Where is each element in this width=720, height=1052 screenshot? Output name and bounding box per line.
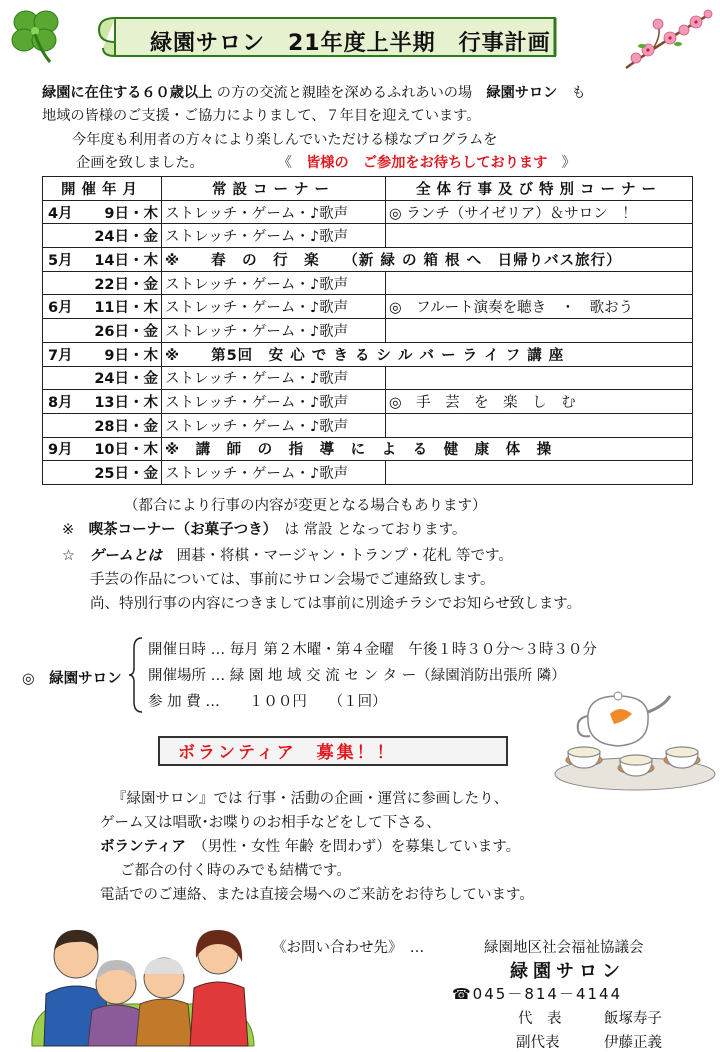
header-regular: 常設コーナー [162, 177, 386, 201]
salon-fee: 参 加 費 … １００円 （１回） [148, 694, 387, 710]
row-special [386, 366, 693, 390]
vice-label: 副代表 [516, 1035, 560, 1051]
row-day: 11日・木 [94, 300, 158, 317]
row-day: 13日・木 [94, 395, 158, 412]
row-day: 10日・木 [94, 442, 158, 459]
row-day: 14日・木 [94, 252, 158, 269]
row-date [43, 295, 162, 319]
contact-phone: ☎045－814－4144 [452, 985, 623, 1003]
table-row [43, 342, 693, 366]
row-month: 6月 [48, 300, 73, 317]
row-day: 24日・金 [94, 371, 158, 388]
contact-org: 緑園地区社会福祉協議会 [484, 940, 644, 956]
cafe-note: ※ 喫茶コーナー（お菓子つき） は 常設 となっております。 [62, 522, 467, 538]
row-special [386, 319, 693, 343]
row-date [43, 200, 162, 224]
table-row [43, 390, 693, 414]
table-row [43, 271, 693, 295]
intro-line-4: 企画を致しました。 《 皆様の ご参加をお待ちしております 》 [76, 155, 576, 171]
row-day: 26日・金 [94, 323, 158, 340]
table-row [43, 200, 693, 224]
row-special [386, 461, 693, 485]
cherry-blossom-icon [622, 6, 714, 72]
volunteer-line-4: ご都合の付く時のみでも結構です。 [120, 863, 351, 879]
intro-line-2: 地域の皆様のご支援・ご協力によりまして、７年目を迎えています。 [42, 108, 481, 124]
row-special: ◎ 手 芸 を 楽 し む [386, 390, 693, 414]
change-note: （都合により行事の内容が変更となる場合もあります） [124, 498, 487, 514]
row-date [43, 319, 162, 343]
row-date [43, 413, 162, 437]
row-special [386, 224, 693, 248]
row-special [386, 271, 693, 295]
salon-datetime: 開催日時 … 毎月 第２木曜・第４金曜 午後１時３０分～３時３０分 [148, 642, 597, 658]
row-regular: ストレッチ・ゲーム・♪歌声 [162, 413, 386, 437]
row-regular: ストレッチ・ゲーム・♪歌声 [162, 319, 386, 343]
row-special-event: ※ 講 師 の 指 導 に よ る 健 康 体 操 [162, 437, 693, 461]
contact-label: 《お問い合わせ先》 … [272, 940, 425, 956]
schedule-table [42, 176, 693, 485]
intro-line-3: 今年度も利用者の方々により楽しんでいただける様なプログラムを [72, 132, 498, 148]
row-regular: ストレッチ・ゲーム・♪歌声 [162, 461, 386, 485]
row-special-event: ※ 春 の 行 楽 （新 緑 の 箱 根 へ 日帰りバス旅行） [162, 248, 693, 272]
row-special-event: ※ 第5回 安 心 で き る シ ル バ ー ラ イ フ 講 座 [162, 342, 693, 366]
row-month: 7月 [48, 347, 73, 364]
table-row [43, 366, 693, 390]
row-date [43, 248, 162, 272]
table-row [43, 461, 693, 485]
row-regular: ストレッチ・ゲーム・♪歌声 [162, 224, 386, 248]
row-day: 24日・金 [94, 229, 158, 246]
vice-name: 伊藤正義 [604, 1035, 662, 1051]
row-regular: ストレッチ・ゲーム・♪歌声 [162, 200, 386, 224]
table-row [43, 248, 693, 272]
row-date [43, 461, 162, 485]
volunteer-line-2: ゲーム又は唱歌･お喋りのお相手などをして下さる、 [100, 815, 441, 831]
table-row [43, 413, 693, 437]
header-special: 全体行事及び特別コーナー [386, 177, 693, 201]
row-special: ◎ ランチ（サイゼリア）＆サロン ！ [386, 200, 693, 224]
row-date [43, 366, 162, 390]
table-row [43, 437, 693, 461]
table-header-row [43, 177, 693, 201]
row-special: ◎ フルート演奏を聴き ・ 歌おう [386, 295, 693, 319]
row-date [43, 437, 162, 461]
row-month: 8月 [48, 395, 73, 412]
contact-name: 緑園サロン [510, 961, 625, 982]
game-note: ☆ ゲームとは 囲碁・将棋・マージャン・トランプ・花札 等です。 [62, 548, 513, 564]
row-regular: ストレッチ・ゲーム・♪歌声 [162, 295, 386, 319]
brace-icon [128, 636, 144, 714]
volunteer-banner-text: ボランティア 募集！！ [178, 743, 397, 763]
tea-set-icon [540, 690, 720, 794]
intro-line-1: 緑園に在住する６０歳以上 の方の交流と親睦を深めるふれあいの場 緑園サロン も [42, 85, 586, 101]
four-leaf-clover-icon [4, 4, 68, 66]
salon-info-label: ◎ 緑園サロン [22, 671, 122, 687]
row-month: 4月 [48, 205, 73, 222]
volunteer-line-3: ボランティア （男性・女性 年齢 を問わず）を募集しています。 [100, 839, 521, 855]
row-date [43, 342, 162, 366]
row-month: 9月 [48, 442, 73, 459]
salon-place: 開催場所 … 緑 園 地 域 交 流 セ ン タ ー（緑園消防出張所 隣） [148, 668, 566, 684]
page-title: 緑園サロン 21年度上半期 行事計画 [150, 31, 551, 56]
volunteer-line-5: 電話でのご連絡、または直接会場へのご来訪をお待ちしています。 [100, 887, 534, 903]
table-row [43, 224, 693, 248]
row-day: 9日・木 [104, 205, 158, 222]
row-day: 28日・金 [94, 418, 158, 435]
row-day: 25日・金 [94, 466, 158, 483]
rep-label: 代 表 [518, 1011, 562, 1027]
header-date: 開催年月 [43, 177, 162, 201]
row-day: 22日・金 [94, 276, 158, 293]
row-month: 5月 [48, 252, 73, 269]
row-regular: ストレッチ・ゲーム・♪歌声 [162, 390, 386, 414]
elderly-people-illustration [22, 918, 262, 1048]
row-date [43, 271, 162, 295]
row-regular: ストレッチ・ゲーム・♪歌声 [162, 366, 386, 390]
craft-note: 手芸の作品については、事前にサロン会場でご連絡致します。 [90, 572, 495, 588]
special-note: 尚、特別行事の内容につきましては事前に別途チラシでお知らせ致します。 [90, 596, 582, 612]
table-row [43, 295, 693, 319]
rep-name: 飯塚寿子 [604, 1011, 662, 1027]
row-regular: ストレッチ・ゲーム・♪歌声 [162, 271, 386, 295]
table-row [43, 319, 693, 343]
row-special [386, 413, 693, 437]
row-date [43, 224, 162, 248]
row-day: 9日・木 [104, 347, 158, 364]
volunteer-line-1: 『緑園サロン』では 行事・活動の企画・運営に参画したり、 [112, 791, 509, 807]
row-date [43, 390, 162, 414]
